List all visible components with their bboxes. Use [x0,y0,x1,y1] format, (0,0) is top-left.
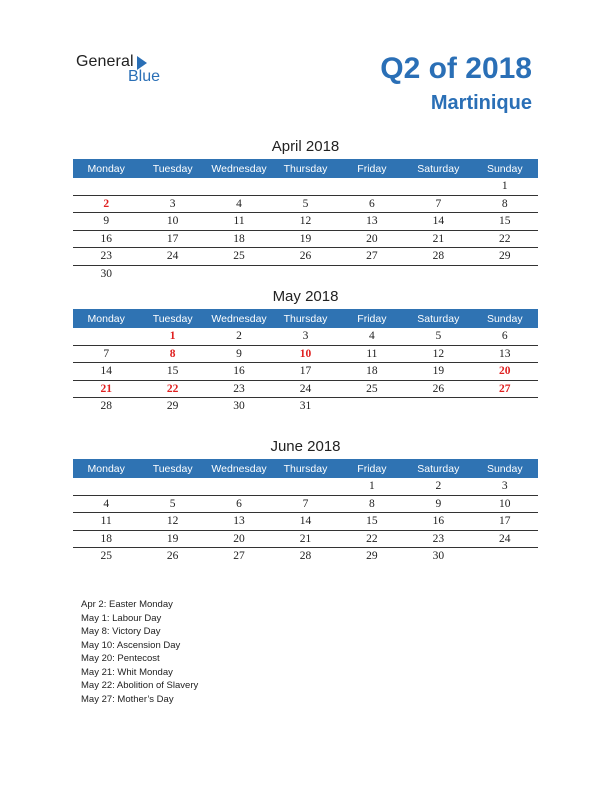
holiday-item: Apr 2: Easter Monday [81,599,173,610]
day-cell: 3 [272,328,338,345]
weekday-header: Tuesday [139,459,205,478]
empty-day-cell [206,265,272,282]
weekday-header: Monday [73,309,139,328]
day-cell: 24 [472,530,538,548]
day-cell: 26 [405,380,471,398]
day-cell: 16 [405,513,471,531]
week-row [73,230,538,248]
day-cell: 9 [405,495,471,513]
empty-day-cell [139,178,205,195]
weekday-header: Sunday [472,159,538,178]
week-row [73,363,538,381]
empty-day-cell [206,478,272,495]
day-cell: 21 [73,380,139,398]
weekday-header: Tuesday [139,309,205,328]
weekday-header: Friday [339,159,405,178]
day-cell: 28 [405,248,471,266]
day-cell: 4 [206,195,272,213]
day-cell: 3 [472,478,538,495]
empty-day-cell [339,265,405,282]
weekday-header: Monday [73,459,139,478]
empty-day-cell [73,328,139,345]
day-cell: 11 [73,513,139,531]
empty-day-cell [405,178,471,195]
weekday-header: Tuesday [139,159,205,178]
weekday-header: Wednesday [206,309,272,328]
weekday-header: Thursday [272,309,338,328]
day-cell: 25 [339,380,405,398]
day-cell: 15 [339,513,405,531]
day-cell: 18 [339,363,405,381]
weekday-header: Saturday [405,459,471,478]
day-cell: 4 [339,328,405,345]
month-april [73,137,538,282]
day-cell: 12 [272,213,338,231]
day-cell: 12 [139,513,205,531]
day-cell: 9 [73,213,139,231]
day-cell: 22 [472,230,538,248]
day-cell: 29 [166,400,179,413]
day-cell: 31 [299,400,312,413]
day-cell: 15 [472,213,538,231]
day-cell: 8 [139,345,205,363]
empty-day-cell [472,548,538,565]
day-cell: 13 [339,213,405,231]
month-june [73,437,538,565]
calendar-table [73,459,538,565]
day-cell: 13 [206,513,272,531]
day-cell: 2 [405,478,471,495]
empty-day-cell [139,265,205,282]
week-row [73,195,538,213]
day-cell: 19 [272,230,338,248]
week-row [73,345,538,363]
day-cell: 2 [73,195,139,213]
weekday-header: Sunday [472,459,538,478]
day-cell: 7 [405,195,471,213]
logo-blue-text: Blue [128,68,161,85]
day-cell: 16 [206,363,272,381]
month-title: May 2018 [272,288,339,305]
empty-day-cell [206,178,272,195]
week-row [73,495,538,513]
day-cell: 26 [272,248,338,266]
day-cell: 14 [73,363,139,381]
weekday-header: Wednesday [206,459,272,478]
day-cell: 28 [100,400,112,413]
empty-day-cell [339,178,405,195]
day-cell: 28 [299,550,312,563]
holiday-item: May 27: Mother’s Day [81,693,174,705]
calendar-table [73,309,538,415]
day-cell: 15 [139,363,205,381]
day-cell: 29 [366,550,378,563]
day-cell: 17 [139,230,205,248]
day-cell: 6 [339,195,405,213]
logo-general-text: General [76,53,134,70]
day-cell: 11 [206,213,272,231]
weekday-header: Monday [73,159,139,178]
day-cell: 14 [405,213,471,231]
weekday-header: Saturday [405,159,471,178]
weekday-header: Friday [339,309,405,328]
day-cell: 5 [272,195,338,213]
day-cell: 17 [272,363,338,381]
day-cell: 23 [73,248,139,266]
day-cell: 23 [206,380,272,398]
week-row [73,398,538,415]
day-cell: 17 [472,513,538,531]
day-cell: 13 [472,345,538,363]
weekday-header: Thursday [272,459,338,478]
week-row [73,478,538,495]
day-cell: 8 [339,495,405,513]
day-cell: 16 [73,230,139,248]
day-cell: 8 [472,195,538,213]
week-row [73,178,538,195]
day-cell: 1 [339,478,405,495]
day-cell: 30 [432,550,445,563]
day-cell: 24 [272,380,338,398]
empty-day-cell [272,178,338,195]
month-title: April 2018 [271,138,340,155]
day-cell: 25 [100,550,112,563]
empty-day-cell [472,398,538,415]
holiday-item: May 1: Labour Day [81,612,162,624]
holiday-list [81,598,198,706]
day-cell: 30 [233,400,245,413]
day-cell: 6 [206,495,272,513]
day-cell: 6 [472,328,538,345]
day-cell: 20 [472,363,538,381]
day-cell: 3 [139,195,205,213]
day-cell: 23 [405,530,471,548]
day-cell: 26 [166,550,179,563]
day-cell: 18 [206,230,272,248]
empty-day-cell [472,265,538,282]
weekday-header: Wednesday [206,159,272,178]
week-row [73,265,538,282]
weekday-header: Friday [339,459,405,478]
empty-day-cell [272,478,338,495]
day-cell: 10 [272,345,338,363]
day-cell: 1 [139,328,205,345]
holiday-item: May 21: Whit Monday [81,666,173,678]
day-cell: 11 [339,345,405,363]
day-cell: 7 [272,495,338,513]
day-cell: 2 [206,328,272,345]
day-cell: 24 [139,248,205,266]
empty-day-cell [73,478,139,495]
day-cell: 27 [233,550,245,563]
weekday-header: Saturday [405,309,471,328]
country-name: Martinique [430,92,532,114]
empty-day-cell [405,265,471,282]
day-cell: 22 [339,530,405,548]
empty-day-cell [139,478,205,495]
day-cell: 29 [472,248,538,266]
holiday-item: May 20: Pentecost [81,653,160,664]
day-cell: 14 [272,513,338,531]
day-cell: 19 [405,363,471,381]
day-cell: 9 [206,345,272,363]
page-title: Q2 of 2018 [380,52,532,85]
day-cell: 30 [100,267,112,280]
day-cell: 5 [405,328,471,345]
day-cell: 19 [139,530,205,548]
day-cell: 5 [139,495,205,513]
calendar-table [73,159,538,282]
day-cell: 27 [472,380,538,398]
empty-day-cell [339,398,405,415]
day-cell: 25 [206,248,272,266]
day-cell: 10 [139,213,205,231]
week-row [73,248,538,266]
week-row [73,328,538,345]
day-cell: 7 [73,345,139,363]
week-row [73,513,538,531]
month-title: June 2018 [270,438,341,455]
day-cell: 21 [272,530,338,548]
generalblue-logo [76,53,176,87]
week-row [73,548,538,565]
holiday-item: May 10: Ascension Day [81,639,181,651]
day-cell: 18 [73,530,139,548]
day-cell: 20 [339,230,405,248]
weekday-header: Sunday [472,309,538,328]
week-row [73,213,538,231]
empty-day-cell [272,265,338,282]
day-cell: 4 [73,495,139,513]
holiday-item: May 8: Victory Day [81,626,161,637]
day-cell: 21 [405,230,471,248]
month-may [73,287,538,415]
week-row [73,380,538,398]
day-cell: 1 [472,178,538,195]
empty-day-cell [73,178,139,195]
day-cell: 10 [472,495,538,513]
day-cell: 22 [139,380,205,398]
empty-day-cell [405,398,471,415]
weekday-header: Thursday [272,159,338,178]
day-cell: 27 [339,248,405,266]
day-cell: 12 [405,345,471,363]
day-cell: 20 [206,530,272,548]
week-row [73,530,538,548]
holiday-item: May 22: Abolition of Slavery [81,680,199,691]
